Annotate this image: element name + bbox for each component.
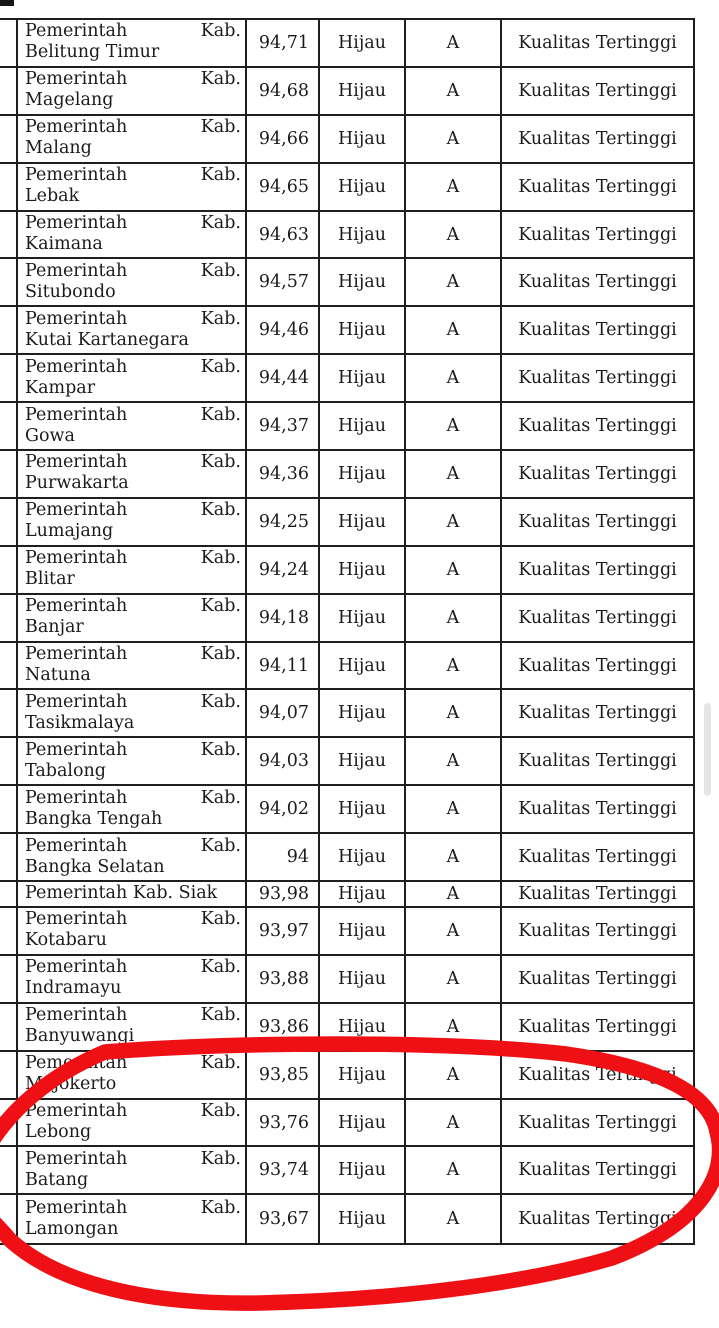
entity-name-line1 <box>25 692 241 713</box>
grade-cell: A <box>406 956 502 1002</box>
entity-name-left: Pemerintah <box>25 260 128 281</box>
color-category-cell: Hijau <box>320 547 406 593</box>
row-number-cell <box>0 20 18 66</box>
entity-name-line2: Magelang <box>25 90 114 111</box>
entity-name-line1 <box>25 1149 241 1170</box>
table-row <box>0 595 693 643</box>
entity-name-right: Kab. <box>200 165 241 186</box>
row-number-cell <box>0 259 18 305</box>
color-category-cell: Hijau <box>320 499 406 545</box>
row-number-cell <box>0 834 18 880</box>
entity-name-line1 <box>25 883 241 904</box>
grade-cell: A <box>406 1195 502 1243</box>
entity-name-line2: Natuna <box>25 665 91 686</box>
entity-name-line1 <box>25 740 241 761</box>
entity-name-left: Pemerintah <box>25 909 128 930</box>
quality-cell: Kualitas Tertinggi <box>518 607 677 628</box>
quality-cell: Kualitas Tertinggi <box>518 128 677 149</box>
quality-cell: Kualitas Tertinggi <box>518 368 677 389</box>
score-cell: 94,11 <box>247 643 320 689</box>
color-category-cell: Hijau <box>320 1100 406 1146</box>
score-cell: 94,02 <box>247 786 320 832</box>
grade-cell: A <box>406 1147 502 1193</box>
entity-cell <box>18 956 247 1002</box>
entity-name-left: Pemerintah <box>25 957 128 978</box>
score-cell: 94,68 <box>247 68 320 114</box>
score-cell: 94,18 <box>247 595 320 641</box>
entity-name-line2: Mojokerto <box>25 1074 117 1095</box>
quality-cell: Kualitas Tertinggi <box>518 463 677 484</box>
entity-name-line2: Lebong <box>25 1122 92 1143</box>
entity-cell <box>18 547 247 593</box>
score-cell: 94,24 <box>247 547 320 593</box>
quality-cell: Kualitas Tertinggi <box>518 1016 677 1037</box>
color-category-cell: Hijau <box>320 690 406 736</box>
table-row <box>0 20 693 68</box>
grade-cell: A <box>406 259 502 305</box>
grade-cell: A <box>406 834 502 880</box>
entity-name-left: Pemerintah <box>25 691 128 712</box>
entity-name-left: Pemerintah <box>25 644 128 665</box>
score-cell: 93,74 <box>247 1147 320 1193</box>
entity-cell <box>18 403 247 449</box>
table-row <box>0 68 693 116</box>
entity-name-line1 <box>25 644 241 665</box>
row-number-cell <box>0 164 18 210</box>
entity-name-left: Pemerintah <box>25 356 128 377</box>
color-category-cell: Hijau <box>320 908 406 954</box>
row-number-cell <box>0 403 18 449</box>
grade-cell: A <box>406 1052 502 1098</box>
entity-name-right: Kab. <box>200 1005 241 1026</box>
row-number-cell <box>0 68 18 114</box>
grade-cell: A <box>406 212 502 258</box>
entity-name-line2: Banyuwangi <box>25 1026 135 1047</box>
table-row <box>0 547 693 595</box>
grade-cell: A <box>406 116 502 162</box>
entity-name-right: Kab. <box>200 739 241 760</box>
entity-name-right: Kab. <box>200 691 241 712</box>
entity-name-left: Pemerintah <box>25 1197 128 1218</box>
entity-name-line1 <box>25 405 241 426</box>
score-cell: 93,76 <box>247 1100 320 1146</box>
grade-cell: A <box>406 547 502 593</box>
entity-name-line1 <box>25 452 241 473</box>
score-cell: 93,88 <box>247 956 320 1002</box>
entity-name-line2: Kotabaru <box>25 930 107 951</box>
color-category-cell: Hijau <box>320 164 406 210</box>
grade-cell: A <box>406 786 502 832</box>
color-category-cell: Hijau <box>320 212 406 258</box>
entity-name-line2: Situbondo <box>25 281 116 302</box>
entity-cell <box>18 259 247 305</box>
table-row <box>0 355 693 403</box>
entity-name-right: Kab. <box>200 21 241 42</box>
grade-cell: A <box>406 643 502 689</box>
entity-name-right: Kab. <box>200 356 241 377</box>
entity-name-left: Pemerintah <box>25 835 128 856</box>
table-row <box>0 738 693 786</box>
quality-cell: Kualitas Tertinggi <box>518 799 677 820</box>
entity-name-right: Kab. <box>200 909 241 930</box>
entity-name-line2: Banjar <box>25 617 84 638</box>
table-row <box>0 882 693 908</box>
entity-name-line1 <box>25 500 241 521</box>
entity-name-right: Kab. <box>200 308 241 329</box>
entity-name-left: Pemerintah <box>25 69 128 90</box>
table-row <box>0 690 693 738</box>
table-row <box>0 307 693 355</box>
grade-cell: A <box>406 164 502 210</box>
row-number-cell <box>0 908 18 954</box>
entity-name-right: Kab. <box>200 500 241 521</box>
entity-name-right: Kab. <box>200 644 241 665</box>
entity-cell <box>18 690 247 736</box>
score-cell: 94,07 <box>247 690 320 736</box>
scrollbar-thumb[interactable] <box>704 703 711 796</box>
table-row <box>0 908 693 956</box>
entity-name-left: Pemerintah <box>25 596 128 617</box>
color-category-cell: Hijau <box>320 882 406 906</box>
entity-name-line2: Kutai Kartanegara <box>25 329 189 350</box>
entity-cell <box>18 116 247 162</box>
entity-name-right: Kab. <box>200 213 241 233</box>
entity-name-line2: Lebak <box>25 186 80 207</box>
row-number-cell <box>0 1052 18 1098</box>
entity-cell <box>18 1004 247 1050</box>
row-number-cell <box>0 307 18 353</box>
table-row <box>0 403 693 451</box>
entity-cell <box>18 355 247 401</box>
grade-cell: A <box>406 690 502 736</box>
quality-cell: Kualitas Tertinggi <box>518 968 677 989</box>
row-number-cell <box>0 738 18 784</box>
entity-name-right: Kab. <box>200 404 241 425</box>
grade-cell: A <box>406 1100 502 1146</box>
grade-cell: A <box>406 499 502 545</box>
quality-cell: Kualitas Tertinggi <box>518 751 677 772</box>
entity-cell <box>18 738 247 784</box>
grade-cell: A <box>406 403 502 449</box>
score-cell: 93,85 <box>247 1052 320 1098</box>
entity-name-line2: Purwakarta <box>25 473 129 494</box>
quality-cell: Kualitas Tertinggi <box>518 1209 677 1230</box>
row-number-cell <box>0 451 18 497</box>
entity-name-line2: Malang <box>25 138 92 159</box>
document-table <box>0 18 695 1245</box>
score-cell: 94,44 <box>247 355 320 401</box>
score-cell: 94,46 <box>247 307 320 353</box>
entity-name-right: Kab. <box>200 787 241 808</box>
row-number-cell <box>0 1100 18 1146</box>
entity-name-right: Kab. <box>200 452 241 473</box>
grade-cell: A <box>406 20 502 66</box>
quality-cell: Kualitas Tertinggi <box>518 655 677 676</box>
quality-cell: Kualitas Tertinggi <box>518 272 677 293</box>
color-category-cell: Hijau <box>320 595 406 641</box>
color-category-cell: Hijau <box>320 1052 406 1098</box>
entity-cell <box>18 595 247 641</box>
color-category-cell: Hijau <box>320 643 406 689</box>
entity-name-left: Pemerintah <box>25 213 128 233</box>
score-cell: 94,37 <box>247 403 320 449</box>
table-row <box>0 786 693 834</box>
entity-name-line1 <box>25 165 241 186</box>
entity-cell <box>18 786 247 832</box>
entity-name-right: Kab. <box>200 1148 241 1169</box>
entity-name-left: Pemerintah <box>25 117 128 138</box>
quality-cell: Kualitas Tertinggi <box>518 884 677 905</box>
quality-cell: Kualitas Tertinggi <box>518 511 677 532</box>
entity-name-right: Kab. <box>200 1053 241 1074</box>
score-cell: 93,86 <box>247 1004 320 1050</box>
grade-cell: A <box>406 908 502 954</box>
entity-name-line2: Indramayu <box>25 978 122 999</box>
grade-cell: A <box>406 307 502 353</box>
entity-name-line1 <box>25 309 241 330</box>
entity-name-left: Pemerintah <box>25 452 128 473</box>
entity-name-left: Pemerintah <box>25 548 128 569</box>
entity-name-left: Pemerintah <box>25 404 128 425</box>
row-number-cell <box>0 355 18 401</box>
entity-cell <box>18 643 247 689</box>
quality-cell: Kualitas Tertinggi <box>518 1112 677 1133</box>
entity-name-right: Kab. <box>200 835 241 856</box>
table-row <box>0 212 693 260</box>
row-number-cell <box>0 547 18 593</box>
entity-name-right: Kab. <box>200 1101 241 1122</box>
entity-name-line1 <box>25 1053 241 1074</box>
row-number-cell <box>0 116 18 162</box>
quality-cell: Kualitas Tertinggi <box>518 80 677 101</box>
entity-name-line1 <box>25 548 241 569</box>
scan-artifact-top-left <box>0 0 14 6</box>
row-number-cell <box>0 690 18 736</box>
entity-cell <box>18 1052 247 1098</box>
score-cell: 94 <box>247 834 320 880</box>
entity-name-left: Pemerintah <box>25 1101 128 1122</box>
entity-name-line1 <box>25 836 241 857</box>
entity-name-line1 <box>25 1101 241 1122</box>
table-row <box>0 259 693 307</box>
table-row <box>0 956 693 1004</box>
entity-cell <box>18 499 247 545</box>
color-category-cell: Hijau <box>320 956 406 1002</box>
entity-name-right: Kab. <box>200 957 241 978</box>
entity-name-line2: Blitar <box>25 569 75 590</box>
score-cell: 93,67 <box>247 1195 320 1243</box>
quality-cell: Kualitas Tertinggi <box>518 703 677 724</box>
entity-name-line1 <box>25 596 241 617</box>
entity-cell <box>18 20 247 66</box>
entity-name-left: Pemerintah <box>25 1005 128 1026</box>
grade-cell: A <box>406 1004 502 1050</box>
row-number-cell <box>0 212 18 258</box>
entity-name-line1 <box>25 1198 241 1219</box>
color-category-cell: Hijau <box>320 1147 406 1193</box>
entity-name-line1 <box>25 957 241 978</box>
color-category-cell: Hijau <box>320 1004 406 1050</box>
row-number-cell <box>0 786 18 832</box>
table-row <box>0 834 693 882</box>
entity-name-right: Kab. <box>200 1197 241 1218</box>
entity-name-line2: Bangka Selatan <box>25 856 165 877</box>
row-number-cell <box>0 1004 18 1050</box>
score-cell: 94,71 <box>247 20 320 66</box>
color-category-cell: Hijau <box>320 355 406 401</box>
quality-cell: Kualitas Tertinggi <box>518 320 677 341</box>
score-cell: 94,65 <box>247 164 320 210</box>
quality-cell: Kualitas Tertinggi <box>518 416 677 437</box>
entity-name-right: Kab. <box>200 260 241 281</box>
score-cell: 94,57 <box>247 259 320 305</box>
table-row <box>0 643 693 691</box>
entity-name-left: Pemerintah <box>25 1148 128 1169</box>
quality-cell: Kualitas Tertinggi <box>518 1160 677 1181</box>
entity-name-left: Pemerintah <box>25 308 128 329</box>
color-category-cell: Hijau <box>320 834 406 880</box>
row-number-cell <box>0 956 18 1002</box>
entity-name-line1 <box>25 357 241 378</box>
entity-name-line2: Gowa <box>25 425 75 446</box>
score-cell: 94,36 <box>247 451 320 497</box>
table-row <box>0 451 693 499</box>
score-cell: 94,03 <box>247 738 320 784</box>
entity-name-line2: Lamongan <box>25 1218 119 1239</box>
entity-cell <box>18 1100 247 1146</box>
table-row <box>0 1052 693 1100</box>
row-number-cell <box>0 595 18 641</box>
entity-name-left: Pemerintah <box>25 165 128 186</box>
quality-cell: Kualitas Tertinggi <box>518 559 677 580</box>
quality-cell: Kualitas Tertinggi <box>518 920 677 941</box>
entity-name-line2: Kampar <box>25 377 96 398</box>
entity-name-line2: Tasikmalaya <box>25 712 135 733</box>
score-cell: 93,97 <box>247 908 320 954</box>
color-category-cell: Hijau <box>320 307 406 353</box>
entity-cell <box>18 68 247 114</box>
entity-cell <box>18 908 247 954</box>
entity-name-line2: Lumajang <box>25 521 114 542</box>
row-number-cell <box>0 1147 18 1193</box>
entity-cell <box>18 1147 247 1193</box>
entity-cell <box>18 834 247 880</box>
entity-name-line1 <box>25 213 241 234</box>
entity-name-line2: Kaimana <box>25 234 103 254</box>
score-cell: 94,25 <box>247 499 320 545</box>
entity-name-right: Kab. <box>200 117 241 138</box>
entity-name-line1 <box>25 69 241 90</box>
color-category-cell: Hijau <box>320 786 406 832</box>
color-category-cell: Hijau <box>320 68 406 114</box>
score-cell: 94,66 <box>247 116 320 162</box>
score-cell: 94,63 <box>247 212 320 258</box>
entity-name-left: Pemerintah <box>25 787 128 808</box>
entity-cell <box>18 882 247 906</box>
entity-name-right: Kab. <box>200 596 241 617</box>
color-category-cell: Hijau <box>320 738 406 784</box>
entity-name-line1 <box>25 117 241 138</box>
quality-cell: Kualitas Tertinggi <box>518 224 677 245</box>
color-category-cell: Hijau <box>320 259 406 305</box>
entity-name-left: Pemerintah Kab. Siak <box>25 883 218 904</box>
color-category-cell: Hijau <box>320 451 406 497</box>
quality-cell: Kualitas Tertinggi <box>518 176 677 197</box>
table-row <box>0 1004 693 1052</box>
quality-cell: Kualitas Tertinggi <box>518 32 677 53</box>
entity-cell <box>18 164 247 210</box>
entity-name-line2: Bangka Tengah <box>25 808 163 829</box>
row-number-cell <box>0 1195 18 1243</box>
grade-cell: A <box>406 882 502 906</box>
entity-name-line2: Belitung Timur <box>25 42 160 63</box>
entity-name-left: Pemerintah <box>25 500 128 521</box>
entity-name-left: Pemerintah <box>25 739 128 760</box>
entity-name-left: Pemerintah <box>25 21 128 42</box>
grade-cell: A <box>406 738 502 784</box>
entity-name-left: Pemerintah <box>25 1053 128 1074</box>
table-row <box>0 164 693 212</box>
table-row <box>0 499 693 547</box>
entity-name-line2: Batang <box>25 1169 89 1190</box>
grade-cell: A <box>406 355 502 401</box>
entity-name-line1 <box>25 1005 241 1026</box>
entity-cell <box>18 212 247 258</box>
table-row <box>0 116 693 164</box>
grade-cell: A <box>406 595 502 641</box>
entity-name-line1 <box>25 21 241 42</box>
entity-name-right: Kab. <box>200 548 241 569</box>
color-category-cell: Hijau <box>320 20 406 66</box>
table-row <box>0 1147 693 1195</box>
row-number-cell <box>0 643 18 689</box>
quality-cell: Kualitas Tertinggi <box>518 1064 677 1085</box>
table-row <box>0 1100 693 1148</box>
entity-name-line1 <box>25 788 241 809</box>
entity-name-line1 <box>25 261 241 282</box>
grade-cell: A <box>406 68 502 114</box>
color-category-cell: Hijau <box>320 116 406 162</box>
quality-cell: Kualitas Tertinggi <box>518 847 677 868</box>
entity-cell <box>18 1195 247 1243</box>
entity-name-line1 <box>25 909 241 930</box>
grade-cell: A <box>406 451 502 497</box>
row-number-cell <box>0 499 18 545</box>
row-number-cell <box>0 882 18 906</box>
table-row <box>0 1195 693 1243</box>
entity-name-line2: Tabalong <box>25 760 106 781</box>
entity-cell <box>18 451 247 497</box>
entity-cell <box>18 307 247 353</box>
color-category-cell: Hijau <box>320 403 406 449</box>
score-cell: 93,98 <box>247 882 320 906</box>
color-category-cell: Hijau <box>320 1195 406 1243</box>
entity-name-right: Kab. <box>200 69 241 90</box>
